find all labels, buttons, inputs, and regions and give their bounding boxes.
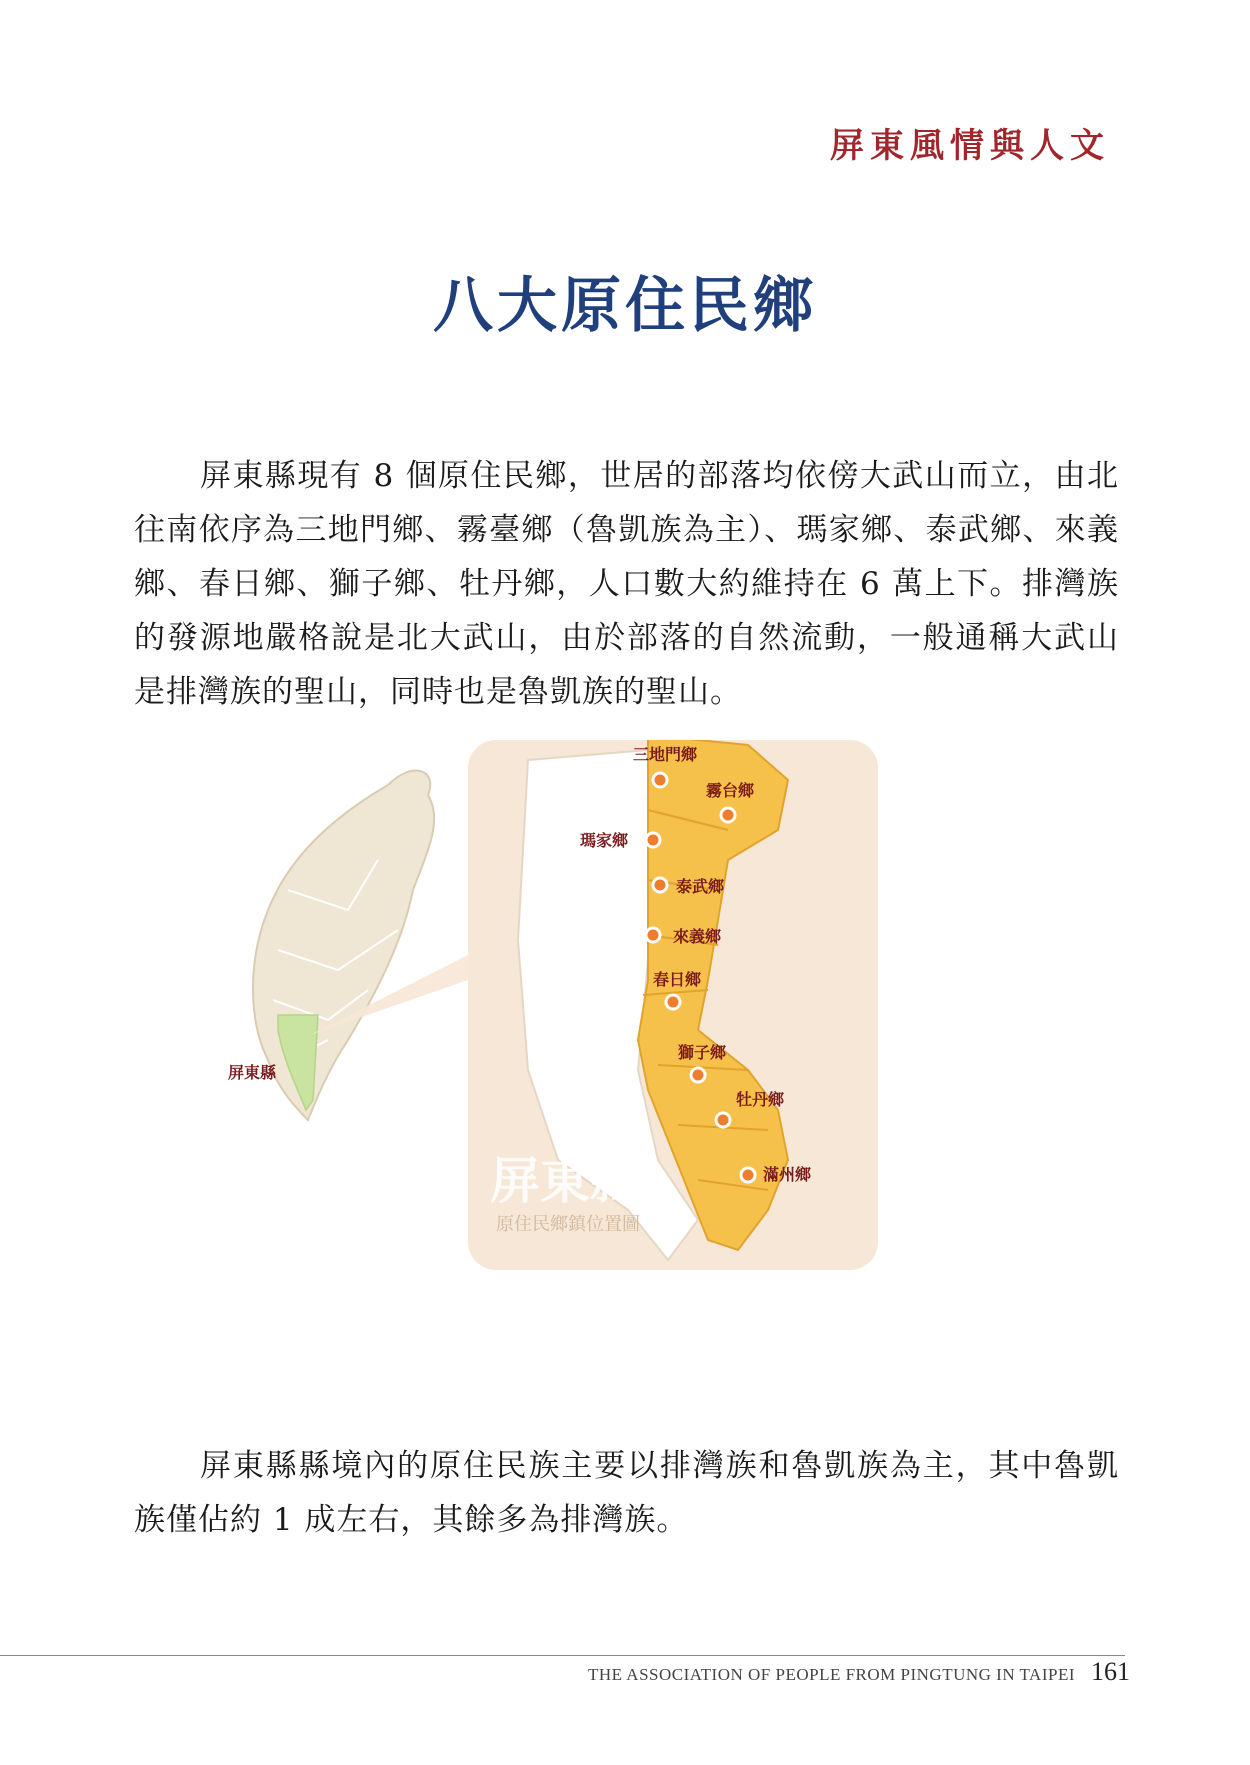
label-wutai: 霧台鄉	[706, 781, 755, 800]
dot-sandimen	[653, 773, 667, 787]
label-laiyi: 來義鄉	[673, 927, 722, 946]
township-map	[228, 740, 988, 1340]
dot-chunri	[666, 995, 680, 1009]
section-header: 屏東風情與人文	[830, 126, 1110, 166]
dot-mudan	[716, 1113, 730, 1127]
inset-subtitle: 原住民鄉鎮位置圖	[496, 1214, 640, 1235]
label-majia: 瑪家鄉	[580, 831, 629, 850]
label-sandimen: 三地門鄉	[633, 745, 698, 764]
closing-paragraph: 屏東縣縣境內的原住民族主要以排灣族和魯凱族為主，其中魯凱族僅佔約 1 成左右，其餘多為排灣族。	[134, 1448, 1119, 1538]
label-taiwu: 泰武鄉	[676, 877, 725, 896]
dot-taiwu	[653, 878, 667, 892]
dot-manzhou	[741, 1168, 755, 1182]
page-title: 八大原住民鄉	[433, 271, 817, 341]
footer-org: THE ASSOCIATION OF PEOPLE FROM PINGTUNG IN TAIPEI	[587, 1665, 1075, 1684]
map-svg	[228, 740, 988, 1340]
label-mudan: 牡丹鄉	[736, 1090, 785, 1109]
page-number: 161	[1091, 1657, 1130, 1686]
label-shizi: 獅子鄉	[678, 1043, 727, 1062]
taiwan-label: 屏東縣	[228, 1063, 277, 1082]
intro-paragraph: 屏東縣現有 8 個原住民鄉，世居的部落均依傍大武山而立，由北往南依序為三地門鄉、霧臺鄉（魯凱族為主）、瑪家鄉、泰武鄉、來義鄉、春日鄉、獅子鄉、牡丹鄉，人口數大約維持在 6 萬上下。排灣族的發源地嚴格說是北大武山，由於部落的自然流動，一般通稱大武山是排灣族的聖山，同時也是魯凱族的聖山。	[134, 458, 1119, 710]
label-manzhou: 滿州鄉	[763, 1165, 812, 1184]
taiwan-shape	[253, 771, 434, 1120]
footer-divider	[0, 1655, 1125, 1656]
inset-title: 屏東縣	[490, 1152, 640, 1210]
label-chunri: 春日鄉	[653, 970, 702, 989]
dot-laiyi	[646, 928, 660, 942]
dot-wutai	[721, 808, 735, 822]
dot-majia	[646, 833, 660, 847]
dot-shizi	[691, 1068, 705, 1082]
